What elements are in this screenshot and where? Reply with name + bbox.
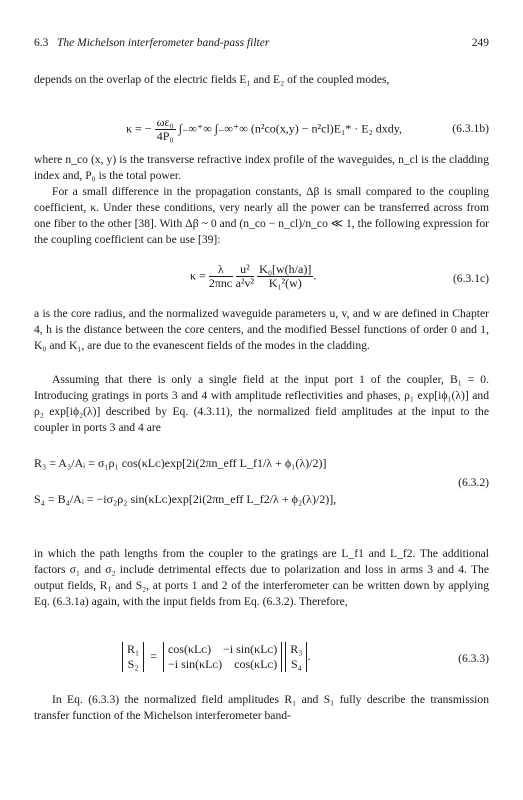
eq2-frac-3	[257, 263, 313, 290]
eq2-f2-num: u²	[236, 263, 255, 277]
eq2-frac-2	[236, 263, 255, 290]
eq4-tag: (6.3.3)	[458, 652, 489, 665]
eq1-lhs: κ = −	[126, 121, 152, 136]
section-title: The Michelson interferometer band-pass filter	[57, 37, 270, 49]
eq4-lhs-top: R₁	[127, 642, 140, 656]
eq2-lhs: κ =	[190, 268, 206, 283]
eq4-m11: cos(κLᴄ)	[167, 642, 212, 656]
eq1-tag: (6.3.1b)	[452, 122, 489, 135]
eq4-m12: −i sin(κLᴄ)	[223, 642, 278, 656]
eq1-integrand: ∫₋∞⁺∞ ∫₋∞⁺∞ (n²co(x,y) − n²cl)E₁* · E₂ dxdy,	[178, 121, 403, 136]
paragraph-2: where n_co (x, y) is the transverse refractive index profile of the waveguides, n_cl is the cladding index and, P₀ is the total power.	[34, 153, 489, 183]
running-header	[34, 37, 489, 49]
eq4-m21: −i sin(κLᴄ)	[167, 657, 223, 671]
paragraph-5: Assuming that there is only a single field at the input port 1 of the coupler, B₁ = 0. Introducing gratings in ports 3 and 4 with amplitude reflectivities and phases, ρ₁ exp[iϕ₁(λ)] and ρ₂ exp[iϕ₂(λ)] described by Eq. (4.3.11), the normalized field amplitudes at the input to the coupler in ports 3 and 4 are	[34, 373, 489, 435]
eq3-s4: S₄ = B₄/Aᵢ = −iσ₂ρ₂ sin(κLᴄ)exp[2i(2πn_eff L_f2/λ + ϕ₂(λ)/2)],	[34, 492, 337, 506]
eq1-fraction	[155, 116, 176, 143]
eq4-lhs-bot: S₂	[127, 657, 139, 671]
eq2-f1-den: 2πnᴄ	[208, 276, 233, 290]
paragraph-7: In Eq. (6.3.3) the normalized field amplitudes R₁ and S₁ fully describe the transmission transfer function of the Michelson interferometer band-	[34, 693, 489, 723]
eq4-rhs-top: R₃	[290, 642, 303, 656]
equation-6-3-2	[34, 448, 489, 524]
running-title	[34, 37, 269, 49]
eq4-rhs-bot: S₄	[290, 657, 302, 671]
paragraph-6: in which the path lengths from the coupler to the gratings are L_f1 and L_f2. The additional factors σ₁ and σ₂ include detrimental effects due to polarization and loss in arms 3 and 4. The output fields, R₁ and S₂, at ports 1 and 2 of the interferometer can be written down by applying Eq. (6.3.1a) again, with the input fields from Eq. (6.3.2). Therefore,	[34, 547, 489, 609]
paragraph-1: depends on the overlap of the electric fields E₁ and E₂ of the coupled modes,	[34, 73, 390, 86]
eq1-frac-num: ωε₀	[156, 115, 174, 129]
section-number: 6.3	[34, 37, 49, 49]
paragraph-4: a is the core radius, and the normalized waveguide parameters u, v, and w are defined in Chapter 4, h is the distance between the core centers, and the modified Bessel functions of order 0 and 1, K₀ and K₁, are due to the evanescent fields of the modes in the cladding.	[34, 307, 489, 353]
page-number: 249	[471, 37, 489, 49]
eq4-lhs-vector	[122, 642, 144, 672]
equation-6-3-3: R₁ S₂ = cos(κLᴄ) −i sin(κLᴄ) −i sin(κLᴄ) cos(κLᴄ) R₃ S₄ . (6.3.3)	[34, 640, 489, 682]
eq2-f2-den: a²v²	[235, 276, 255, 290]
equation-6-3-1c: κ = $\frac{\lambda}{\text{2πnᴄ}}$ $\frac{\text{u²}}{\text{a²v²}}$ $\frac{\text{K₀[w(h/a)]}}{\text{K₁²(w)}}$ . (6.3.1c)	[190, 262, 489, 290]
paragraph-3: For a small difference in the propagation constants, Δβ is small compared to the coupling coefficient, κ. Under these conditions, very nearly all the power can be transferred across from one fiber to the other [38]. With Δβ ~ 0 and (n_co − n_cl)/n_co ≪ 1, the following expression for the coupling coefficient can be use [39]:	[34, 185, 489, 247]
equation-6-3-1b	[34, 112, 489, 142]
eq2-tag: (6.3.1c)	[452, 272, 489, 285]
eq2-f3-num: K₀[w(h/a)]	[259, 262, 312, 276]
eq3-tag: (6.3.2)	[458, 476, 489, 489]
eq4-matrix	[163, 642, 282, 672]
eq3-r3: R₃ = A₃/Aᵢ = σ₁ρ₁ cos(κLᴄ)exp[2i(2πn_eff L_f1/λ + ϕ₁(λ)/2)]	[34, 456, 327, 470]
eq1-frac-den: 4P₀	[156, 129, 174, 143]
eq2-frac-1	[209, 263, 233, 290]
eq2-f1-num: λ	[209, 263, 233, 277]
eq4-rhs-vector	[285, 642, 307, 672]
eq4-m22: cos(κLᴄ)	[234, 657, 278, 671]
eq2-f3-den: K₁²(w)	[268, 276, 302, 290]
